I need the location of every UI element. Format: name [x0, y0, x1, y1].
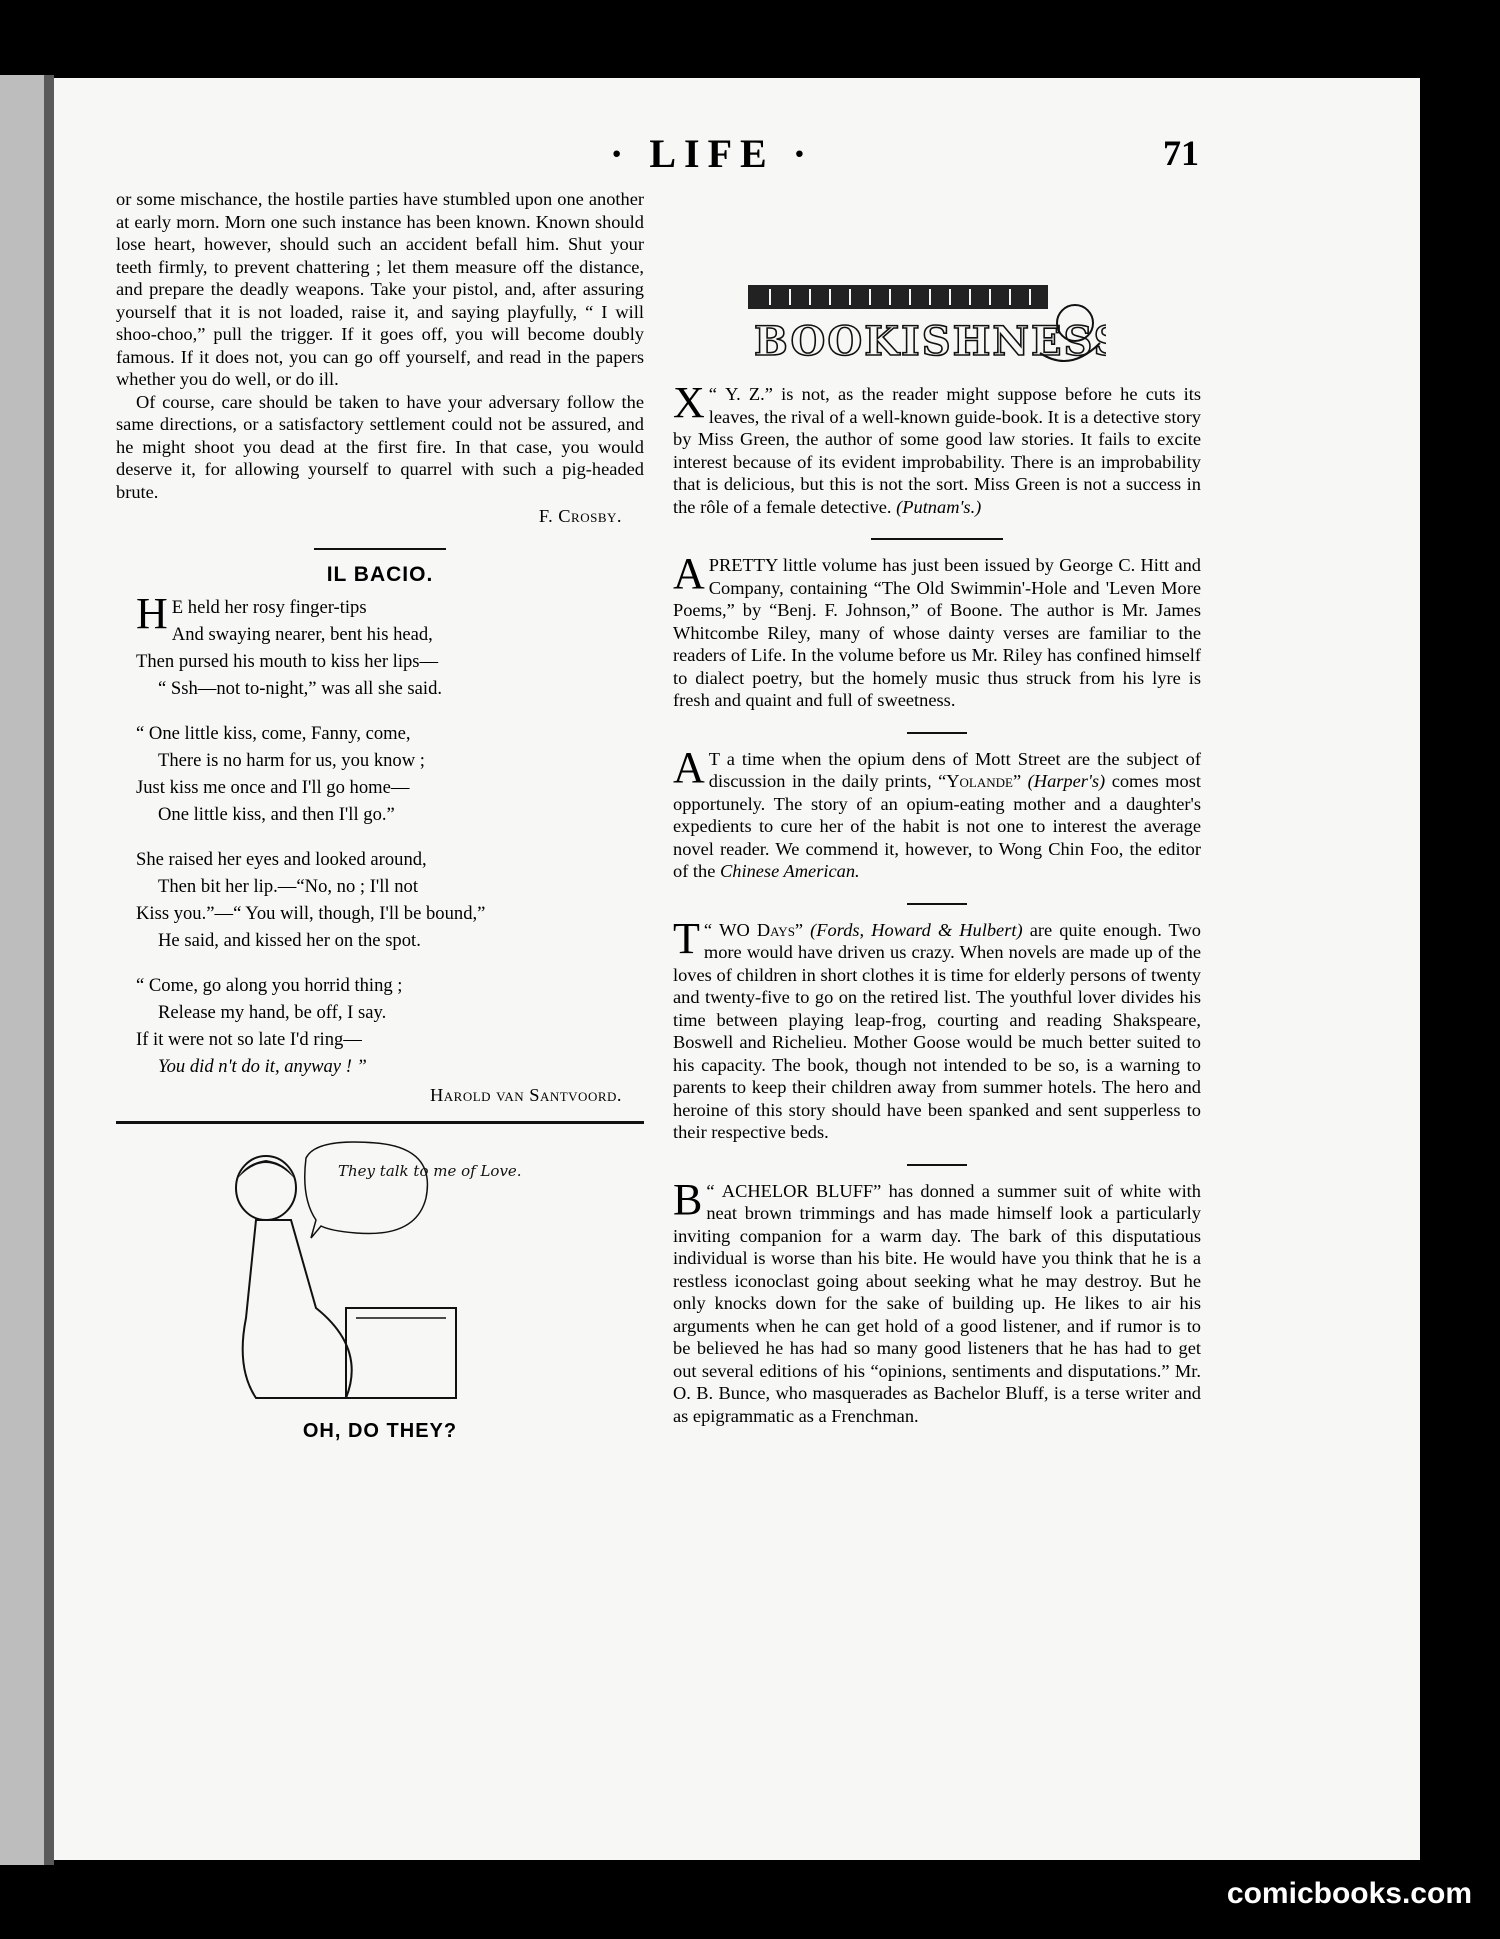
drop-cap: X	[673, 378, 705, 427]
page-header-title: · LIFE ·	[610, 131, 815, 176]
section-divider	[116, 1121, 644, 1124]
publisher-name: (Harper's)	[1027, 771, 1106, 791]
poem-line: You did n't do it, anyway ! ”	[158, 1056, 367, 1077]
drop-cap: H	[136, 589, 168, 638]
spine-shadow	[44, 75, 54, 1865]
page-number: 71	[1163, 133, 1199, 173]
poem-line: Kiss you.”—“ You will, though, I'll be bound,”	[136, 903, 486, 924]
review-xyz: “ X Y. Z.” is not, as the reader might suppose before he cuts its leaves, the rival of a well-known guide-book. It is a detective story by Miss Green, the author of some good law stories. It fails to excite interest because of its evident improbability. There is an improbability that is delicious, but this is not the sort. Miss Green is not a success in the rôle of a female detective. (Putnam's.)	[673, 378, 1201, 517]
section-divider	[314, 548, 446, 550]
drop-cap: A	[673, 742, 705, 792]
section-divider	[907, 1164, 967, 1166]
speech-text: They talk to me of Love.	[338, 1161, 522, 1180]
section-divider	[907, 903, 967, 905]
poem-line: “ One little kiss, come, Fanny, come,	[136, 723, 411, 744]
site-watermark: comicbooks.com	[1226, 1877, 1472, 1910]
drop-cap: A	[673, 549, 705, 598]
poem-line: Release my hand, be off, I say.	[158, 1002, 387, 1023]
poem-line: And swaying nearer, bent his head,	[171, 624, 433, 645]
poem-stanza	[116, 972, 644, 1080]
publisher-name: (Putnam's.)	[896, 496, 982, 517]
poem-line: “ Come, go along you horrid thing ;	[136, 975, 403, 996]
poem-line: Then pursed his mouth to kiss her lips—	[136, 651, 439, 672]
poem-line: There is no harm for us, you know ;	[158, 750, 425, 771]
poem-line: Just kiss me once and I'll go home—	[136, 777, 410, 798]
review-yolande: A T a time when the opium dens of Mott Street are the subject of discussion in the daily prints, “Yolande” (Harper's) comes most opportunely. The story of an opium-eating mother and a daughter's expedients to cure her of the habit is not one to interest the average novel reader. We commend it, however, to Wong Chin Foo, the editor of the Chinese American.	[673, 742, 1201, 881]
poem-author: Harold van Santvoord.	[429, 1085, 622, 1105]
cartoon-drawing	[116, 1138, 644, 1418]
poem-stanza	[116, 846, 644, 954]
drop-cap: B	[673, 1174, 703, 1224]
review-two-days: “ T WO Days” (Fords, Howard & Hulbert) are quite enough. Two more would have driven us crazy. When novels are made up of the loves of children in short clothes it is time for elderly persons of twenty and twenty-five to go on the retired list. The youthful lover divides his time between playing leap-frog, courting and reading Shakspeare, Boswell and Richelieu. Mother Goose would be much better suited to his capacity. The book, though not intended to be so, is a warning to parents to keep their children away from summer hotels. The hero and heroine of this story should have been spanked and sent supperless to their respective beds.	[673, 913, 1201, 1142]
left-column	[116, 188, 644, 1442]
right-column	[673, 287, 1201, 1427]
drop-cap: T	[673, 913, 700, 963]
poem-stanza	[116, 720, 644, 828]
cartoon-illustration	[116, 1138, 644, 1418]
newspaper-name: Chinese American.	[720, 861, 860, 881]
poem-line: If it were not so late I'd ring—	[136, 1029, 362, 1050]
essay-paragraph: Of course, care should be taken to have your adversary follow the same directions, or a satisfactory settlement could not be assured, and he might shoot you dead at the first fire. In that case, you would deserve it, for allowing yourself to quarrel with such a pig-headed brute.	[116, 391, 644, 502]
cartoon-caption: OH, DO THEY?	[302, 1419, 458, 1442]
section-divider	[871, 538, 1003, 540]
essay-signature: F. Crosby.	[538, 506, 622, 526]
poem-title: IL BACIO.	[326, 562, 434, 586]
book-title: “Yolande”	[938, 771, 1022, 791]
poem-line: She raised her eyes and looked around,	[136, 849, 427, 870]
poem-line: He said, and kissed her on the spot.	[158, 930, 421, 951]
section-divider	[907, 732, 967, 734]
poem-stanza	[116, 589, 644, 702]
review-bachelor-bluff: “ B ACHELOR BLUFF” has donned a summer suit of white with neat brown trimmings and has made himself look a particularly inviting companion for a warm day. The bark of this disputatious individual is worse than his bite. He would have you think that he is a restless iconoclast going about seeking what he may destroy. But he only knocks down for the sake of building up. He likes to air his arguments when he can get hold of a good listener, and if rumor is to be believed he has had so many good listeners that he has had to get out several editions of his “opinions, sentiments and disputations.” Mr. O. B. Bunce, who masquerades as Bachelor Bluff, is a terse writer and as epigrammatic as a Frenchman.	[673, 1174, 1201, 1426]
poem-line: “ Ssh—not to-night,” was all she said.	[158, 678, 443, 699]
banner-title: BOOKISHNESS	[754, 318, 1106, 365]
publisher-name: (Fords, Howard & Hulbert)	[810, 919, 1023, 940]
review-riley: APRETTY little volume has just been issued by George C. Hitt and Company, containing “The Old Swimmin'-Hole and 'Leven More Poems,” by “Benj. F. Johnson,” of Boone. The author is Mr. James Whitcombe Riley, many of whose dainty verses are familiar to the readers of Life. In the volume before us Mr. Riley has confined himself to dialect poetry, but the homely music thus struck from his lyre is fresh and quaint and full of sweetness.	[673, 549, 1201, 710]
essay-continuation: or some mischance, the hostile parties have stumbled upon one another at early morn. Morn one such instance has been known. Known should lose heart, however, should such an accident befall him. Shut your teeth firmly, to prevent chattering ; let them measure off the distance, and prepare the deadly weapons. Take your pistol, and, after assuring yourself that it is not loaded, raise it, and saying playfully, “ I will shoo-choo,” pull the trigger. If it goes off, you will become doubly famous. If it does not, you can go off yourself, and read in the papers whether you do well, or do ill.	[116, 189, 644, 389]
poem-line: One little kiss, and then I'll go.”	[158, 804, 395, 825]
poem-line: Then bit her lip.—“No, no ; I'll not	[158, 876, 419, 897]
poem-line: E held her rosy finger-tips	[171, 597, 367, 618]
